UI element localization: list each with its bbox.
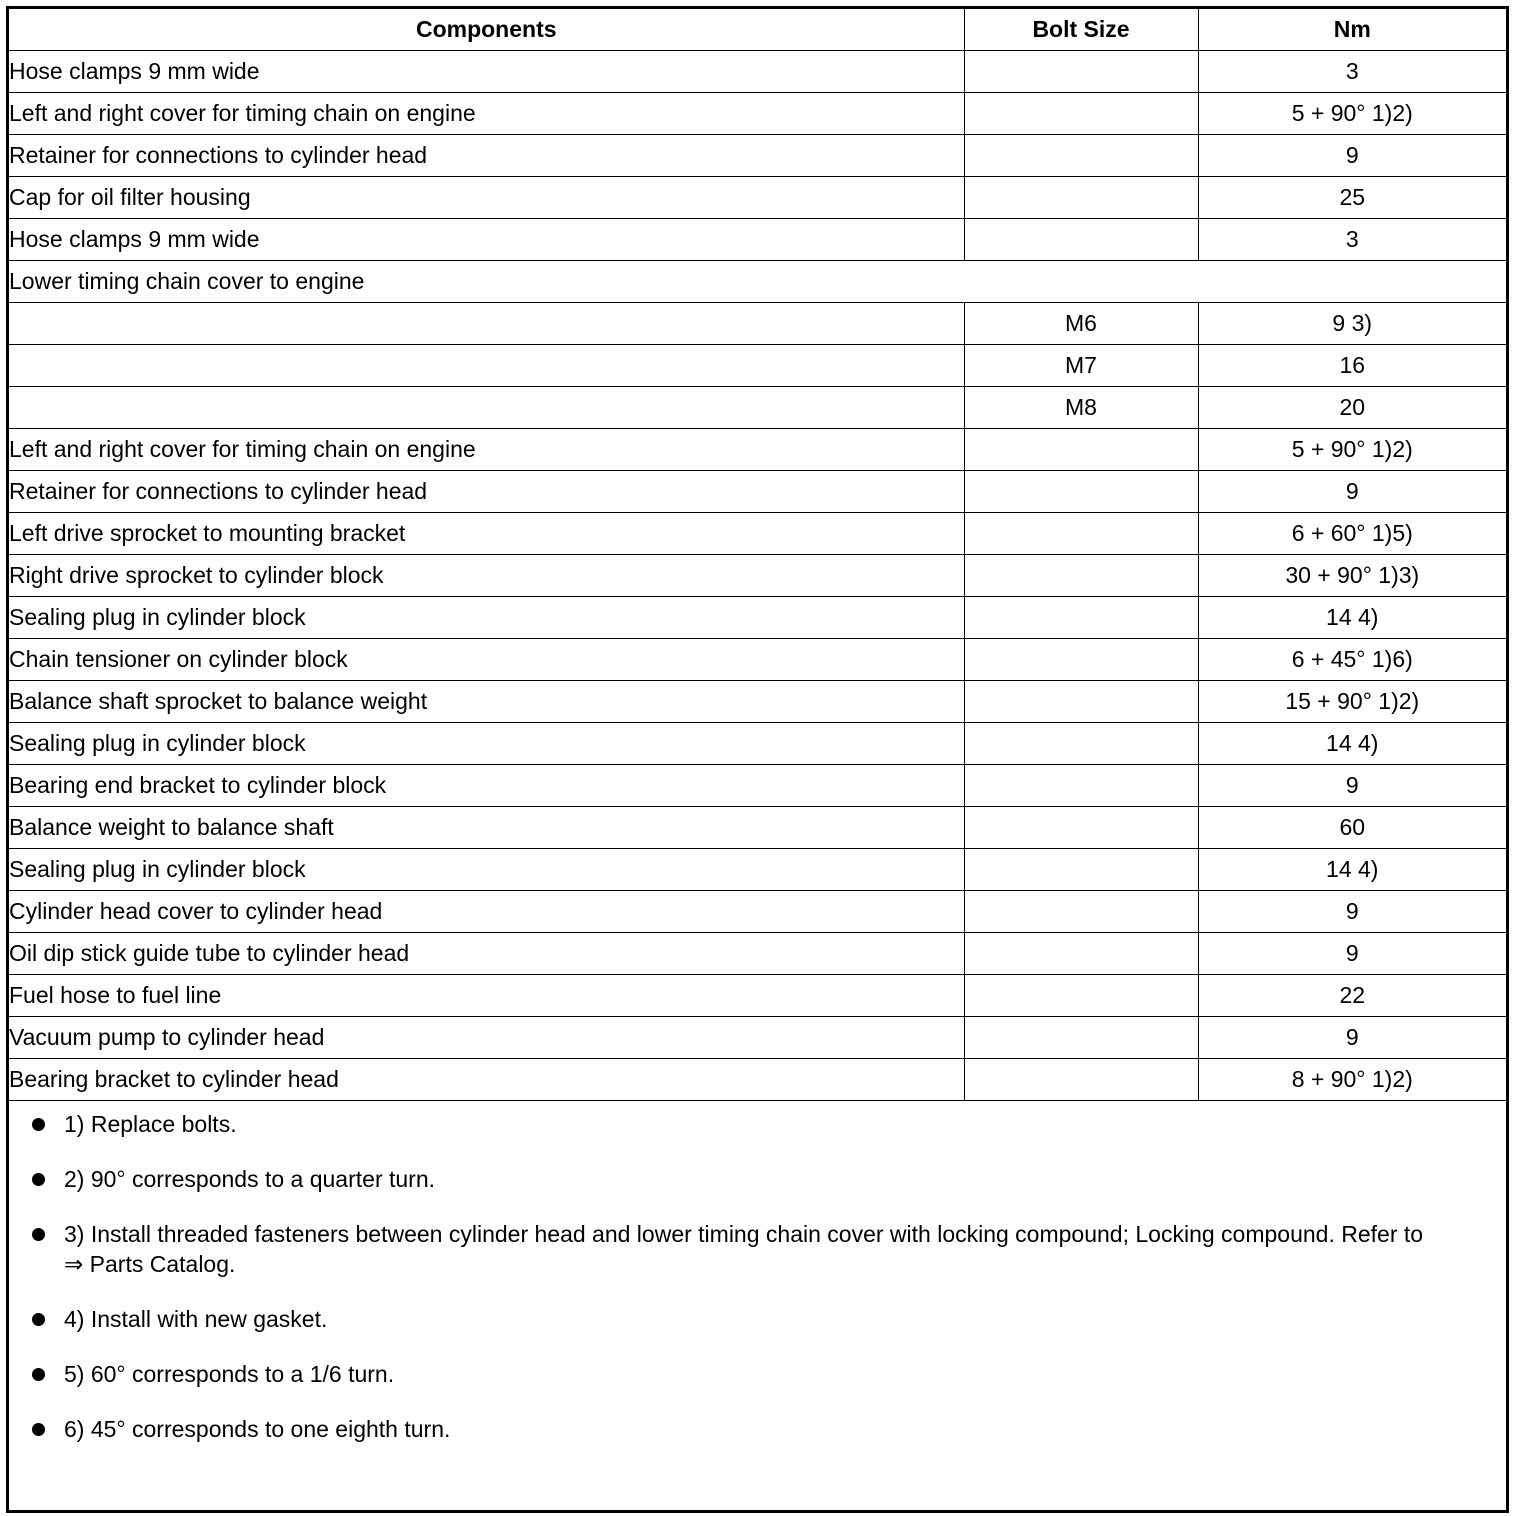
torque-cell: 14 4) bbox=[1198, 723, 1506, 765]
component-cell: Right drive sprocket to cylinder block bbox=[9, 555, 964, 597]
footnote-text: 4) Install with new gasket. bbox=[64, 1306, 328, 1332]
table-row bbox=[9, 1059, 1506, 1101]
component-cell: Fuel hose to fuel line bbox=[9, 975, 964, 1017]
bolt-size-cell bbox=[964, 765, 1198, 807]
torque-cell: 3 bbox=[1198, 219, 1506, 261]
bolt-size-cell bbox=[964, 807, 1198, 849]
bolt-size-cell bbox=[964, 93, 1198, 135]
component-cell bbox=[9, 303, 964, 345]
bolt-size-cell bbox=[964, 933, 1198, 975]
table-header-row bbox=[9, 9, 1506, 51]
footnote-item bbox=[9, 1164, 1444, 1194]
bolt-size-cell: M7 bbox=[964, 345, 1198, 387]
table-row bbox=[9, 513, 1506, 555]
bullet-icon bbox=[32, 1368, 45, 1381]
torque-cell: 9 bbox=[1198, 933, 1506, 975]
table-row bbox=[9, 933, 1506, 975]
torque-cell: 9 bbox=[1198, 135, 1506, 177]
footnote-item bbox=[9, 1304, 1444, 1334]
table-row bbox=[9, 681, 1506, 723]
torque-cell: 16 bbox=[1198, 345, 1506, 387]
bolt-size-cell bbox=[964, 177, 1198, 219]
table-row bbox=[9, 471, 1506, 513]
bolt-size-cell bbox=[964, 429, 1198, 471]
bolt-size-cell bbox=[964, 135, 1198, 177]
component-cell: Chain tensioner on cylinder block bbox=[9, 639, 964, 681]
component-cell: Balance shaft sprocket to balance weight bbox=[9, 681, 964, 723]
footnote-text: 3) Install threaded fasteners between cylinder head and lower timing chain cover with locking compound; Locking compound. Refer to ⇒ Parts Catalog. bbox=[64, 1221, 1424, 1277]
component-group-cell: Lower timing chain cover to engine bbox=[9, 261, 1506, 303]
bullet-icon bbox=[32, 1228, 45, 1241]
table-row bbox=[9, 975, 1506, 1017]
footnote-text: 6) 45° corresponds to one eighth turn. bbox=[64, 1416, 451, 1442]
header-components: Components bbox=[9, 9, 964, 51]
bolt-size-cell bbox=[964, 597, 1198, 639]
bolt-size-cell bbox=[964, 219, 1198, 261]
torque-cell: 9 bbox=[1198, 1017, 1506, 1059]
bolt-size-cell bbox=[964, 975, 1198, 1017]
torque-cell: 60 bbox=[1198, 807, 1506, 849]
table-row bbox=[9, 765, 1506, 807]
component-cell: Bearing end bracket to cylinder block bbox=[9, 765, 964, 807]
table-row bbox=[9, 1017, 1506, 1059]
component-cell: Left and right cover for timing chain on engine bbox=[9, 93, 964, 135]
bolt-size-cell: M6 bbox=[964, 303, 1198, 345]
torque-cell: 3 bbox=[1198, 51, 1506, 93]
bolt-size-cell bbox=[964, 51, 1198, 93]
component-cell: Left and right cover for timing chain on engine bbox=[9, 429, 964, 471]
table-row bbox=[9, 219, 1506, 261]
component-cell: Sealing plug in cylinder block bbox=[9, 597, 964, 639]
bolt-size-cell bbox=[964, 1059, 1198, 1101]
torque-cell: 8 + 90° 1)2) bbox=[1198, 1059, 1506, 1101]
torque-cell: 30 + 90° 1)3) bbox=[1198, 555, 1506, 597]
bolt-size-cell bbox=[964, 723, 1198, 765]
footnote-item bbox=[9, 1414, 1444, 1444]
component-cell: Cap for oil filter housing bbox=[9, 177, 964, 219]
torque-cell: 25 bbox=[1198, 177, 1506, 219]
footnote-text: 5) 60° corresponds to a 1/6 turn. bbox=[64, 1361, 395, 1387]
torque-cell: 22 bbox=[1198, 975, 1506, 1017]
component-cell bbox=[9, 345, 964, 387]
table-row bbox=[9, 723, 1506, 765]
footnote-item bbox=[9, 1219, 1444, 1279]
torque-cell: 15 + 90° 1)2) bbox=[1198, 681, 1506, 723]
header-bolt-size: Bolt Size bbox=[964, 9, 1198, 51]
component-cell: Retainer for connections to cylinder head bbox=[9, 471, 964, 513]
table-row bbox=[9, 177, 1506, 219]
bolt-size-cell bbox=[964, 555, 1198, 597]
footnote-text: 2) 90° corresponds to a quarter turn. bbox=[64, 1166, 436, 1192]
torque-cell: 14 4) bbox=[1198, 849, 1506, 891]
bolt-size-cell bbox=[964, 681, 1198, 723]
component-cell: Cylinder head cover to cylinder head bbox=[9, 891, 964, 933]
torque-cell: 5 + 90° 1)2) bbox=[1198, 93, 1506, 135]
component-cell: Sealing plug in cylinder block bbox=[9, 723, 964, 765]
table-row bbox=[9, 597, 1506, 639]
torque-cell: 6 + 45° 1)6) bbox=[1198, 639, 1506, 681]
table-row bbox=[9, 555, 1506, 597]
table-body bbox=[9, 51, 1506, 1101]
bolt-size-cell bbox=[964, 639, 1198, 681]
table-row bbox=[9, 303, 1506, 345]
torque-cell: 14 4) bbox=[1198, 597, 1506, 639]
torque-cell: 9 bbox=[1198, 471, 1506, 513]
bullet-icon bbox=[32, 1173, 45, 1186]
component-cell: Oil dip stick guide tube to cylinder head bbox=[9, 933, 964, 975]
component-cell: Retainer for connections to cylinder head bbox=[9, 135, 964, 177]
bolt-size-cell bbox=[964, 513, 1198, 555]
footnotes-list bbox=[9, 1101, 1506, 1444]
table-row-group-heading bbox=[9, 261, 1506, 303]
table-row bbox=[9, 807, 1506, 849]
component-cell: Balance weight to balance shaft bbox=[9, 807, 964, 849]
bolt-size-cell bbox=[964, 1017, 1198, 1059]
table-row bbox=[9, 135, 1506, 177]
bolt-size-cell bbox=[964, 471, 1198, 513]
component-cell: Left drive sprocket to mounting bracket bbox=[9, 513, 964, 555]
torque-table bbox=[9, 9, 1506, 1101]
header-nm: Nm bbox=[1198, 9, 1506, 51]
torque-cell: 6 + 60° 1)5) bbox=[1198, 513, 1506, 555]
component-cell: Sealing plug in cylinder block bbox=[9, 849, 964, 891]
torque-cell: 9 bbox=[1198, 765, 1506, 807]
torque-cell: 20 bbox=[1198, 387, 1506, 429]
bullet-icon bbox=[32, 1423, 45, 1436]
component-cell: Vacuum pump to cylinder head bbox=[9, 1017, 964, 1059]
table-row bbox=[9, 51, 1506, 93]
component-cell: Bearing bracket to cylinder head bbox=[9, 1059, 964, 1101]
torque-spec-sheet bbox=[6, 6, 1509, 1513]
bullet-icon bbox=[32, 1118, 45, 1131]
table-row bbox=[9, 429, 1506, 471]
table-row bbox=[9, 345, 1506, 387]
footnote-item bbox=[9, 1109, 1444, 1139]
component-cell bbox=[9, 387, 964, 429]
table-row bbox=[9, 639, 1506, 681]
table-row bbox=[9, 891, 1506, 933]
component-cell: Hose clamps 9 mm wide bbox=[9, 219, 964, 261]
torque-cell: 9 bbox=[1198, 891, 1506, 933]
footnote-item bbox=[9, 1359, 1444, 1389]
footnote-text: 1) Replace bolts. bbox=[64, 1111, 237, 1137]
bolt-size-cell bbox=[964, 849, 1198, 891]
bullet-icon bbox=[32, 1313, 45, 1326]
torque-cell: 9 3) bbox=[1198, 303, 1506, 345]
bolt-size-cell: M8 bbox=[964, 387, 1198, 429]
table-row bbox=[9, 93, 1506, 135]
table-row bbox=[9, 387, 1506, 429]
component-cell: Hose clamps 9 mm wide bbox=[9, 51, 964, 93]
table-row bbox=[9, 849, 1506, 891]
bolt-size-cell bbox=[964, 891, 1198, 933]
torque-cell: 5 + 90° 1)2) bbox=[1198, 429, 1506, 471]
